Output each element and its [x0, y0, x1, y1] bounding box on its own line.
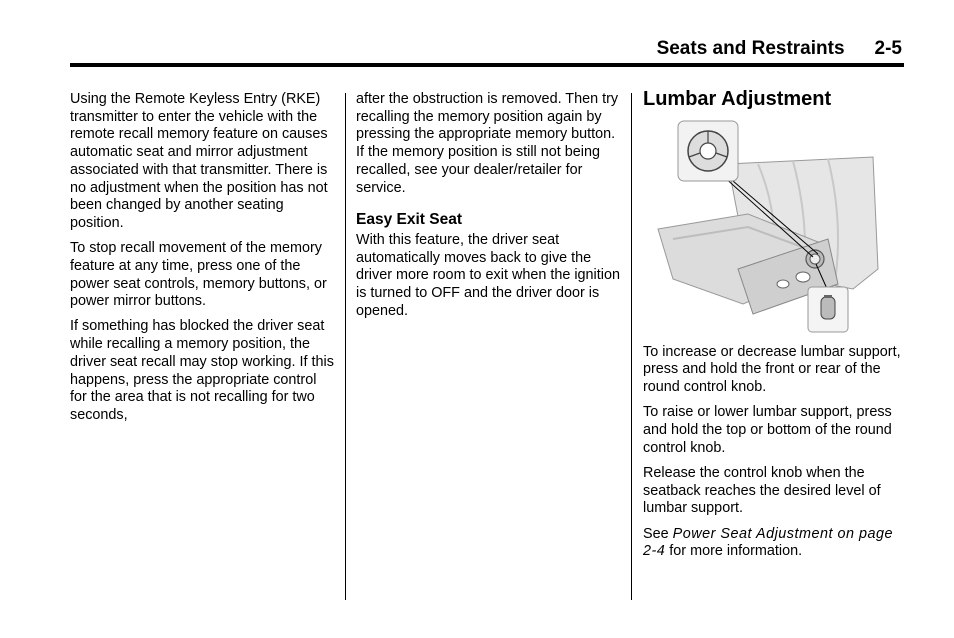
paragraph: With this feature, the driver seat automatically moves back to give the driver more room to exit when the ignition is turned to OFF and the driver door is opened.	[356, 231, 620, 319]
paragraph: To increase or decrease lumbar support, press and hold the front or rear of the round control knob.	[643, 343, 901, 396]
see-suffix: for more information.	[665, 543, 803, 560]
page-header	[657, 38, 902, 60]
column-3	[643, 88, 905, 568]
page-number: 2-5	[874, 38, 902, 59]
column-divider-1	[345, 93, 346, 600]
column-divider-2	[631, 93, 632, 600]
header-rule	[70, 63, 904, 67]
paragraph: Using the Remote Keyless Entry (RKE) transmitter to enter the vehicle with the remote recall memory feature on causes automatic seat and mirror adjustment associated with that transmitter. There is no adjustment when the position has not been changed by another seating position.	[70, 91, 328, 231]
see-prefix: See	[643, 525, 673, 542]
cross-reference	[643, 526, 905, 561]
paragraph: Release the control knob when the seatback reaches the desired level of lumbar support.	[643, 464, 881, 517]
paragraph: If something has blocked the driver seat while recalling a memory position, the driver seat recall may stop working. If this happens, press the appropriate control for the area that is not recalling for two seconds,	[70, 318, 334, 423]
section-heading-lumbar: Lumbar Adjustment	[643, 88, 832, 110]
lumbar-control-illustration	[653, 119, 883, 334]
column-2	[356, 91, 622, 328]
paragraph: after the obstruction is removed. Then try recalling the memory position again by pressing the appropriate memory button. If the memory position is still not being recalled, see your dealer/retailer for service.	[356, 91, 619, 196]
column-1	[70, 91, 335, 432]
section-title: Seats and Restraints	[656, 38, 845, 59]
paragraph: To raise or lower lumbar support, press and hold the top or bottom of the round control knob.	[643, 404, 892, 456]
paragraph: To stop recall movement of the memory feature at any time, press one of the power seat controls, memory buttons, or power mirror buttons.	[70, 240, 327, 310]
see-reference-link[interactable]: Power Seat Adjustment on page 2-4	[643, 525, 893, 560]
section-heading-easy-exit: Easy Exit Seat	[356, 211, 462, 229]
